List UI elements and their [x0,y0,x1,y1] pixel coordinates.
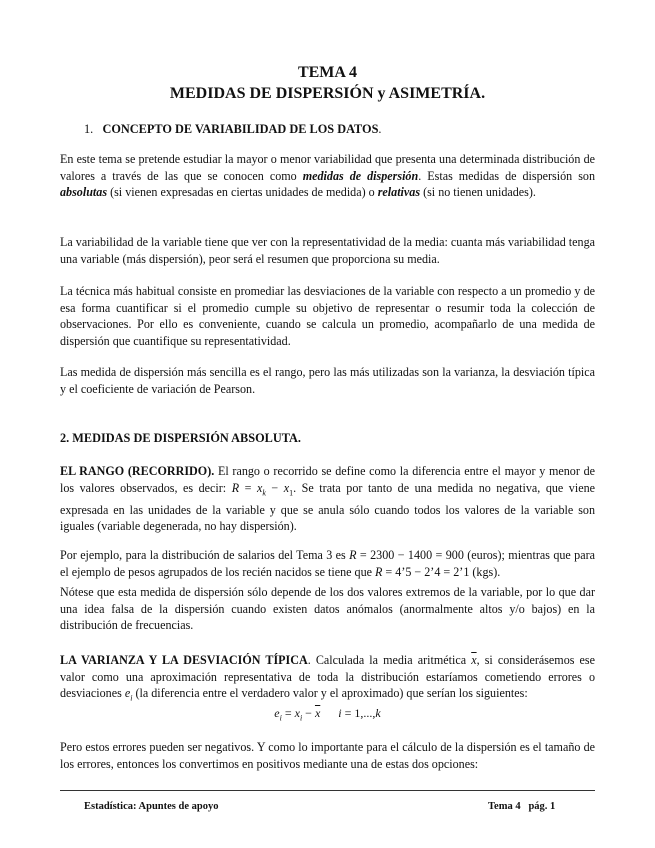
ejemplo-formula-1-unit: (euros) [463,548,502,562]
section1-number: 1. [84,122,94,136]
varianza-ei-sub: i [130,693,133,703]
rango-formula-sub-k: k [262,488,266,497]
p1-text-e: (si vienen expresadas en ciertas unidades de medida) o [107,185,378,200]
formula-x: x [294,706,300,720]
formula-gap [320,706,338,720]
term-relativas: relativas [377,185,421,200]
formula-i: i [338,706,342,720]
p1-text-c: . Estas medidas de dispersión son [418,168,596,183]
section1-paragraph-4: Las medida de dispersión más sencilla es el rango, pero las más utilizadas son la varianza, la desviación típica y el coeficiente de variación de Pearson. [60,365,595,396]
p1-text-g: (si no tienen unidades). [420,185,536,200]
formula-range: = 1,..., [341,706,376,720]
document-title-line1: TEMA 4 [297,64,358,81]
varianza-text-b: , si considerásemos ese valor como una aproximación representativa de toda la distribución estaríamos cometiendo errores o desviaciones [60,653,595,701]
formula-x-sub: i [299,713,303,723]
section1-heading-period: . [378,122,382,136]
formula-e: e [274,706,280,720]
formula-k: k [375,706,381,720]
ejemplo-formula-2-unit: (kgs) [469,564,498,579]
ejemplo-formula-2-rest: = 4’5 − 2’4 = 2’1 [382,564,470,579]
varianza-lead: LA VARIANZA Y LA DESVIACIÓN TÍPICA [60,653,308,667]
footer-left: Estadística: Apuntes de apoyo [84,801,219,812]
rango-text-a: El rango o recorrido se define como la diferencia entre el mayor y menor de los valores observados, es decir: [60,464,595,495]
ejemplo-paragraph [60,547,595,580]
varianza-paragraph [60,652,595,707]
section1-paragraph-1 [60,151,595,201]
rango-formula-R: R [231,480,240,495]
varianza-ei-e: e [124,686,131,701]
rango-formula-sub-1: 1 [289,488,294,497]
formula-eq: = [281,706,295,720]
desviacion-formula [0,705,655,726]
term-medidas-dispersion: medidas de dispersión [302,168,419,183]
section1-heading [84,121,382,137]
term-absolutas: absolutas [60,185,108,200]
rango-formula-eq: = [239,480,257,495]
formula-xbar: $\overline{x}$ [314,706,321,720]
rango-paragraph [60,463,595,535]
section1-heading-text: CONCEPTO DE VARIABILIDAD DE LOS DATOS [102,122,379,136]
varianza-text-a: . Calculada la media aritmética [307,653,472,667]
footer-right: Tema 4 pág. 1 [488,801,556,812]
ejemplo-text-b: ; mientras que para el ejemplo de pesos agrupados de los recién nacidos se tiene que [60,548,595,579]
section1-paragraph-3: La técnica más habitual consiste en promediar las desviaciones de la variable con respecto a un promedio y de esa forma cuantificar si el promedio cumple su objetivo de representar o resumir toda la colección de observaciones. Por ello es conveniente, cuando se calcula un promedio, acompañarlo de una medida de dispersión que cuantifique su representatividad. [60,284,595,348]
rango-formula-x1: x [283,480,290,495]
document-title-line2: MEDIDAS DE DISPERSIÓN y ASIMETRÍA. [169,85,486,102]
section2-heading: 2. MEDIDAS DE DISPERSIÓN ABSOLUTA. [60,431,301,445]
rango-formula-minus: − [265,480,284,495]
rango-formula [232,481,293,495]
ejemplo-formula-1 [349,548,501,562]
ejemplo-nota-paragraph: Nótese que esta medida de dispersión sólo depende de los dos valores extremos de la variable, por lo que dar una idea falsa de la dispersión cuando existen datos anómalos (anormalmente altos y/o bajos) en la distribución de frecuencias. [60,585,595,633]
ejemplo-text-c: . [497,564,501,579]
rango-lead: EL RANGO (RECORRIDO). [60,464,215,478]
formula-lhs [274,706,282,723]
rango-formula-xk: x [256,480,263,495]
ejemplo-text-a: Por ejemplo, para la distribución de salarios del Tema 3 es [60,548,350,562]
rango-text-b: . Se trata por tanto de una medida no negativa, que viene expresada en las unidades de la variable y que se anula sólo cuando todos los valores de la variable son iguales (variable degenerada, no hay dispersión). [60,480,595,534]
varianza-text-c: (la diferencia entre el verdadero valor y el aproximado) que serían los siguientes: [132,686,528,701]
p1-text-a: En este tema se pretende estudiar la mayor o menor variabilidad que presenta una determinada distribución de valores a través de las que se conocen como [60,152,595,183]
ejemplo-formula-2 [375,565,497,579]
ejemplo-formula-1-rest: = 2300 − 1400 = 900 [356,548,464,562]
ejemplo-formula-1-R: R [349,548,357,562]
ejemplo-formula-2-R: R [375,564,383,579]
footer-divider [60,790,595,791]
varianza-paragraph-2: Pero estos errores pueden ser negativos. Y como lo importante para el cálculo de la dispersión es el tamaño de los errores, entonces los convertimos en positivos mediante una de estas dos opciones: [60,740,595,771]
formula-e-sub: i [279,713,282,723]
formula-minus: − [302,706,315,720]
varianza-xbar: $\overline{x}$ [471,653,477,667]
section1-paragraph-2: La variabilidad de la variable tiene que ver con la representatividad de la media: cuanta más variabilidad tenga una variable (más dispersión), peor será el resumen que proporciona su media. [60,235,595,266]
